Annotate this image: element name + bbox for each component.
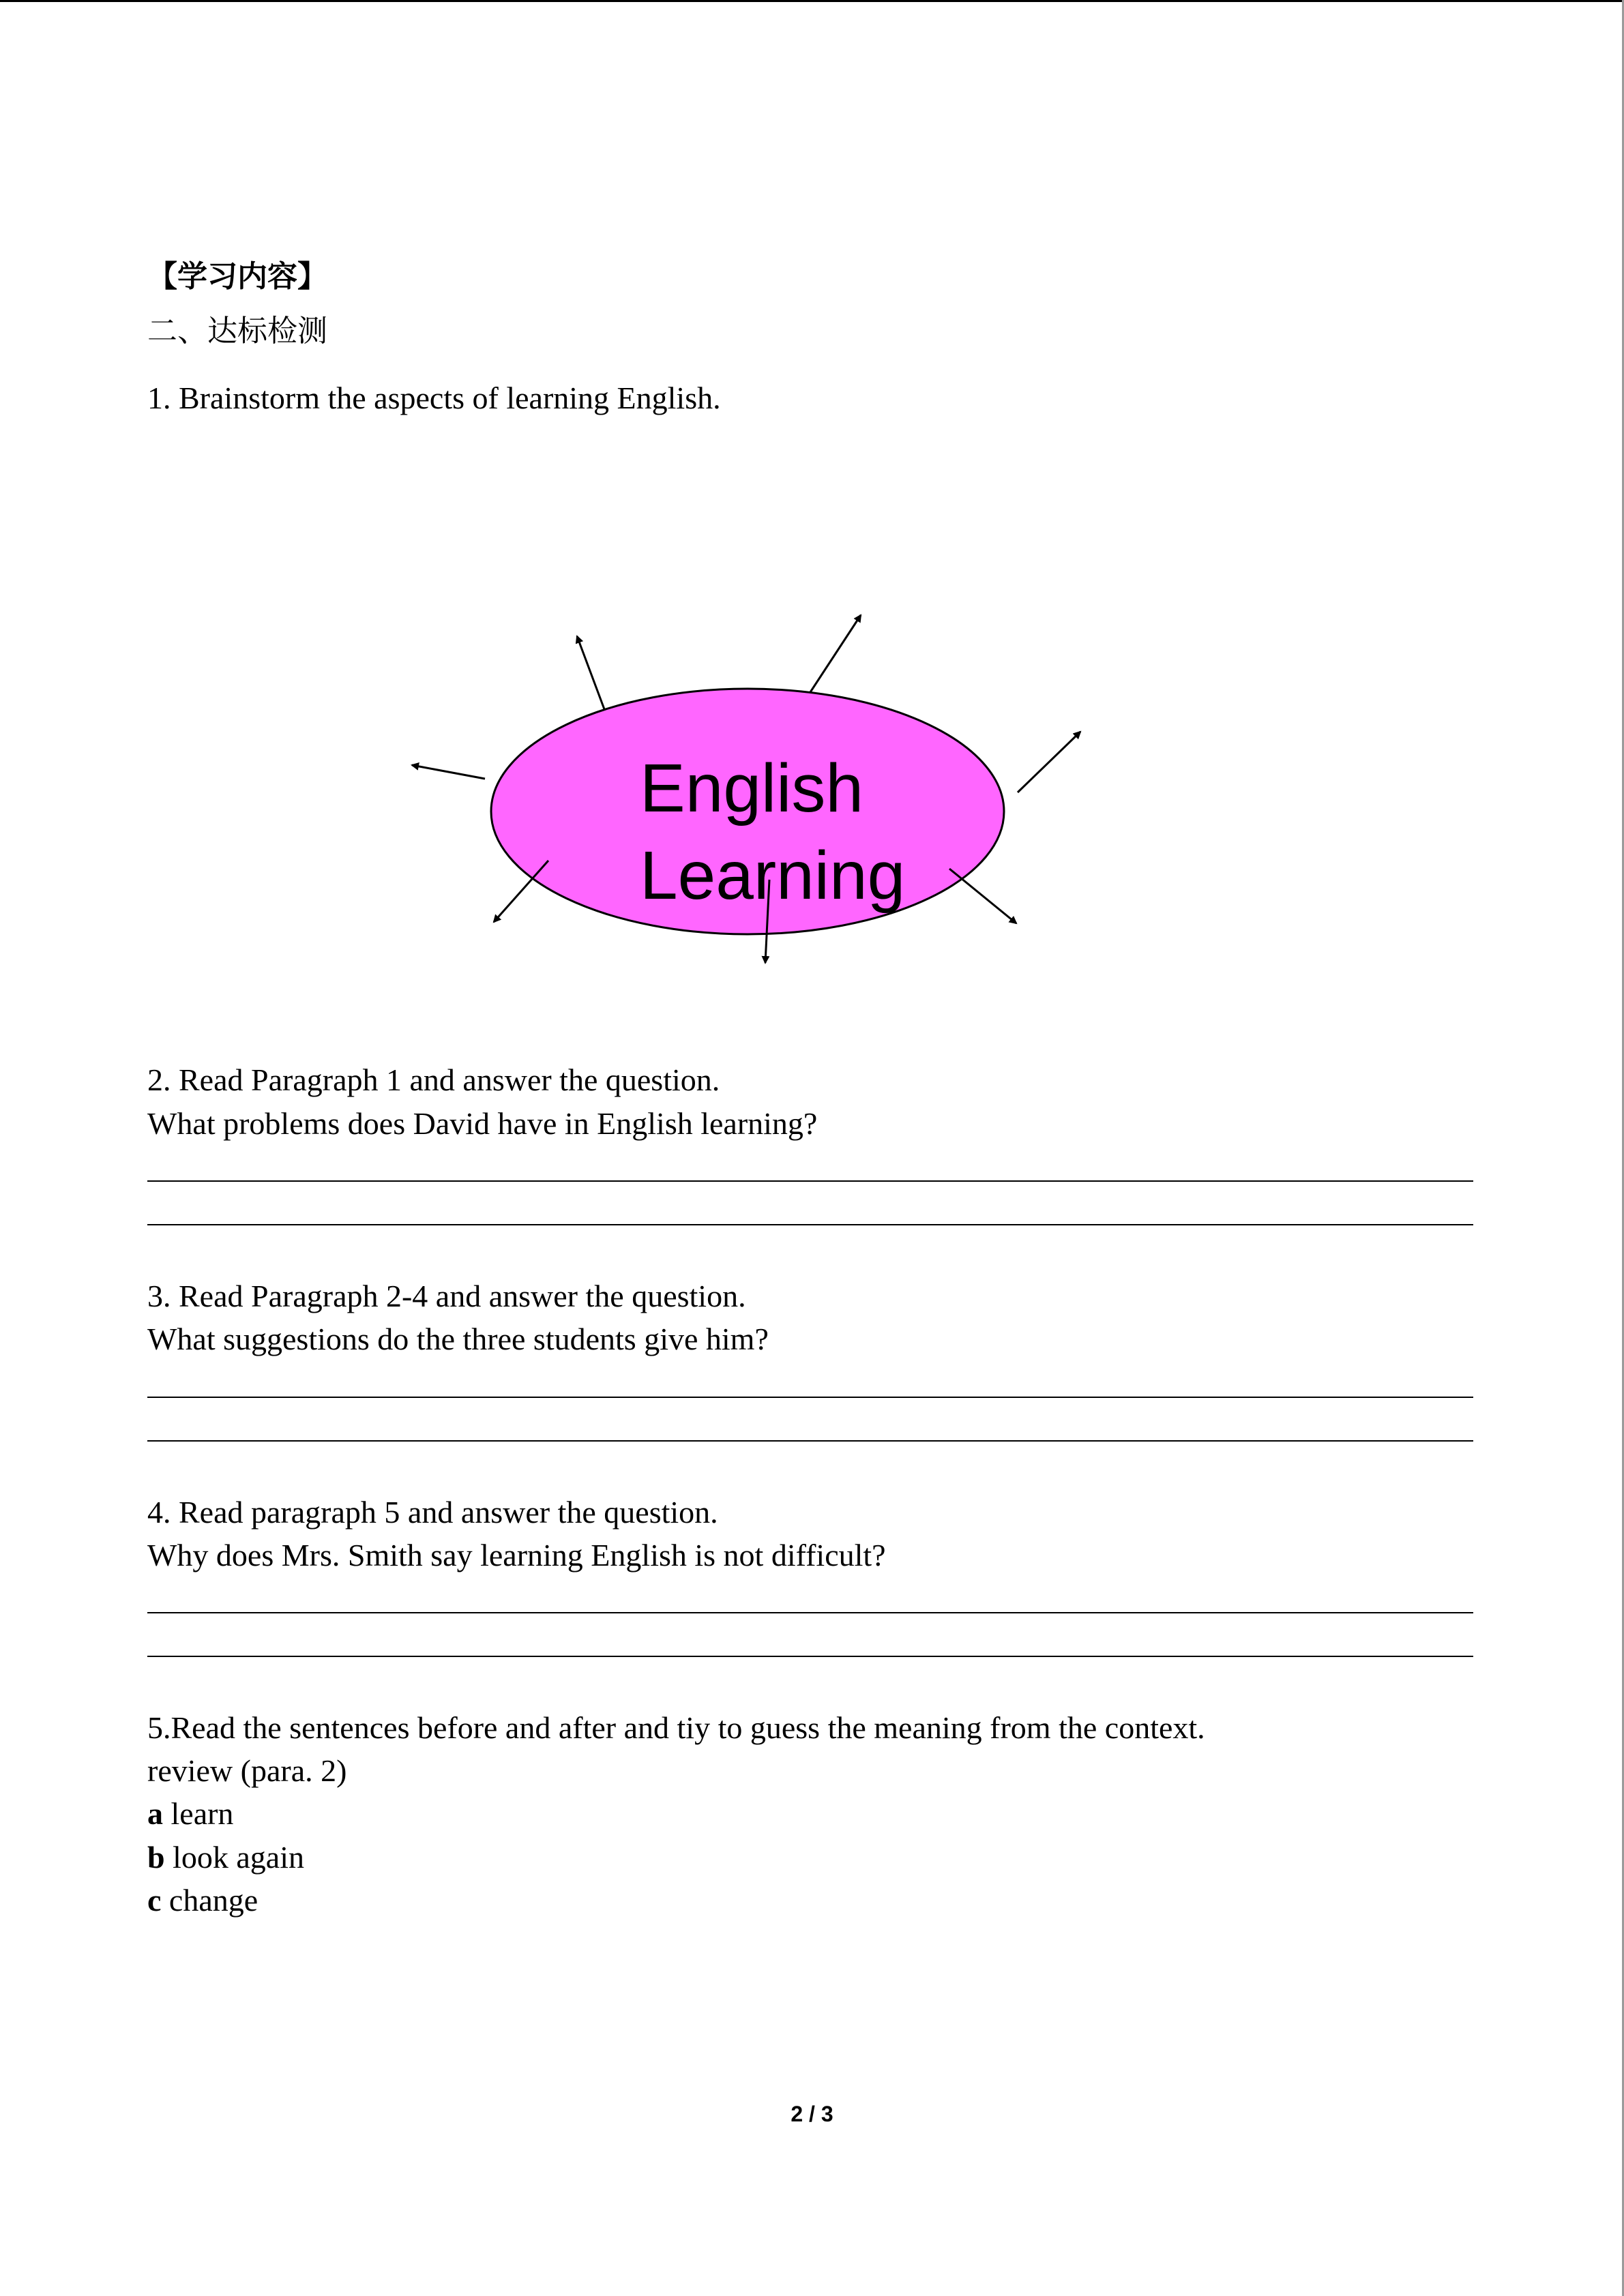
- arrow-upper-left: [577, 636, 604, 709]
- task4-question: Why does Mrs. Smith say learning English is not difficult?: [147, 1538, 886, 1572]
- option-text: look again: [164, 1840, 304, 1875]
- task3-question: What suggestions do the three students give him?: [147, 1322, 769, 1356]
- page-top-border: [0, 0, 1624, 2]
- option-text: learn: [163, 1796, 234, 1831]
- task5-prompt: 5.Read the sentences before and after and tiy to guess the meaning from the context.: [147, 1710, 1205, 1745]
- section-subtitle: 二、达标检测: [147, 314, 327, 348]
- brainstorm-mindmap: [382, 586, 1105, 982]
- task4-answer-line-2[interactable]: [147, 1656, 1473, 1657]
- section-title: 【学习内容】: [147, 259, 327, 294]
- task5-option-c[interactable]: [147, 1881, 258, 1920]
- task4-answer-line-1[interactable]: [147, 1612, 1473, 1613]
- arrow-left: [412, 765, 485, 779]
- task5-option-a[interactable]: [147, 1795, 233, 1833]
- task2-answer-line-2[interactable]: [147, 1224, 1473, 1225]
- arrow-right: [1018, 732, 1080, 792]
- bubble-text-line2: Learning: [640, 837, 906, 914]
- arrow-lower-right: [949, 869, 1016, 923]
- option-letter: a: [147, 1796, 163, 1831]
- page-number: 2 / 3: [791, 2102, 833, 2126]
- task3-answer-line-1[interactable]: [147, 1397, 1473, 1398]
- task3-prompt: 3. Read Paragraph 2-4 and answer the question.: [147, 1279, 746, 1313]
- task5-option-b[interactable]: [147, 1838, 304, 1877]
- task4-prompt: 4. Read paragraph 5 and answer the question.: [147, 1495, 718, 1530]
- task2-question: What problems does David have in English learning?: [147, 1106, 818, 1141]
- option-letter: b: [147, 1840, 165, 1875]
- task3-answer-line-2[interactable]: [147, 1440, 1473, 1442]
- task2-prompt: 2. Read Paragraph 1 and answer the question.: [147, 1062, 720, 1097]
- arrow-top-right: [810, 615, 861, 692]
- option-letter: c: [147, 1883, 162, 1918]
- task1-prompt: 1. Brainstorm the aspects of learning English.: [147, 381, 721, 415]
- task2-answer-line-1[interactable]: [147, 1180, 1473, 1182]
- task5-word: review (para. 2): [147, 1753, 347, 1788]
- bubble-text-line1: English: [640, 750, 863, 826]
- option-text: change: [161, 1883, 259, 1918]
